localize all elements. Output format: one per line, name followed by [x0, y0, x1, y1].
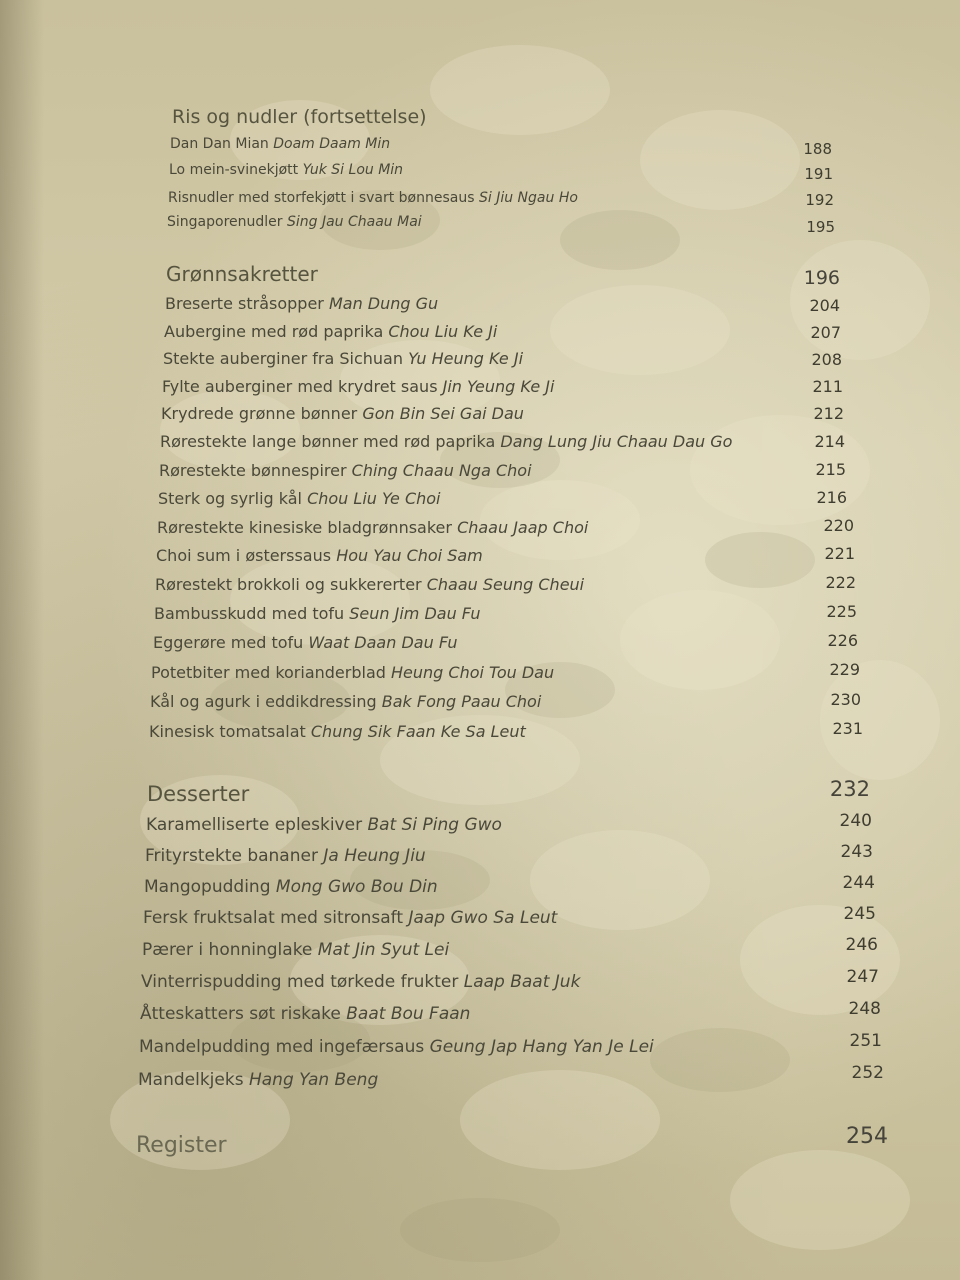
- entry-title: Sterk og syrlig kål: [158, 489, 302, 508]
- entry-cantonese-name: Chung Sik Faan Ke Sa Leut: [310, 722, 526, 741]
- toc-entry[interactable]: [159, 461, 532, 481]
- entry-page-number: 211: [812, 377, 843, 396]
- entry-title: Pærer i honninglake: [142, 940, 313, 960]
- toc-entry[interactable]: [153, 633, 458, 653]
- toc-entry[interactable]: [145, 846, 426, 866]
- entry-page-number: 245: [843, 904, 876, 924]
- entry-cantonese-name: Jaap Gwo Sa Leut: [408, 908, 558, 928]
- toc-entry[interactable]: [155, 575, 584, 595]
- entry-page-number: 230: [830, 690, 861, 709]
- entry-title: Lo mein-svinekjøtt: [169, 162, 299, 178]
- entry-page-number: 188: [803, 140, 832, 158]
- entry-title: Breserte stråsopper: [165, 294, 324, 313]
- entry-page-number: 212: [813, 404, 844, 423]
- entry-page-number: 225: [826, 602, 857, 621]
- entry-title: Mangopudding: [144, 877, 271, 897]
- entry-page-number: 207: [810, 323, 841, 342]
- toc-entry[interactable]: [142, 940, 449, 960]
- entry-title: Fylte auberginer med krydret saus: [162, 377, 438, 396]
- entry-title: Kål og agurk i eddikdressing: [150, 692, 377, 711]
- toc-entry[interactable]: [141, 972, 580, 992]
- entry-title: Rørestekt brokkoli og sukkererter: [155, 575, 422, 594]
- section-heading: Ris og nudler (fortsettelse): [172, 106, 427, 128]
- entry-title: Dan Dan Mian: [170, 136, 269, 152]
- entry-page-number: 231: [832, 719, 863, 738]
- toc-entry[interactable]: [162, 377, 554, 397]
- entry-title: Mandelpudding med ingefærsaus: [139, 1037, 425, 1057]
- toc-entry[interactable]: [146, 815, 502, 835]
- entry-cantonese-name: Jin Yeung Ke Ji: [442, 377, 555, 396]
- toc-entry[interactable]: [167, 212, 422, 232]
- entry-title: Choi sum i østerssaus: [156, 546, 332, 565]
- toc-entry[interactable]: [158, 489, 440, 509]
- entry-cantonese-name: Mong Gwo Bou Din: [275, 877, 438, 897]
- toc-entry[interactable]: [138, 1070, 378, 1090]
- entry-page-number: 240: [839, 811, 872, 831]
- entry-title: Krydrede grønne bønner: [161, 404, 358, 423]
- entry-cantonese-name: Si Jiu Ngau Ho: [478, 190, 578, 206]
- entry-cantonese-name: Baat Bou Faan: [346, 1004, 471, 1024]
- entry-cantonese-name: Sing Jau Chaau Mai: [286, 214, 422, 230]
- toc-entry[interactable]: [151, 663, 554, 683]
- toc-entry[interactable]: [169, 160, 403, 180]
- toc-entry[interactable]: [149, 722, 526, 742]
- toc-entry[interactable]: [163, 349, 523, 369]
- entry-page-number: 252: [851, 1063, 884, 1083]
- entry-title: Vinterrispudding med tørkede frukter: [141, 972, 459, 992]
- entry-page-number: 246: [845, 935, 878, 955]
- entry-title: Rørestekte lange bønner med rød paprika: [160, 432, 496, 451]
- toc-entry[interactable]: [140, 1004, 470, 1024]
- entry-title: Stekte auberginer fra Sichuan: [163, 349, 403, 368]
- entry-cantonese-name: Man Dung Gu: [328, 294, 439, 313]
- entry-cantonese-name: Bat Si Ping Gwo: [367, 815, 502, 835]
- entry-page-number: 220: [823, 516, 854, 535]
- entry-title: Singaporenudler: [167, 214, 283, 230]
- entry-cantonese-name: Hang Yan Beng: [248, 1070, 379, 1090]
- entry-cantonese-name: Heung Choi Tou Dau: [391, 663, 555, 682]
- toc-entry[interactable]: [156, 546, 483, 566]
- entry-cantonese-name: Chou Liu Ye Choi: [307, 489, 441, 508]
- entry-title: Potetbiter med korianderblad: [151, 663, 386, 682]
- entry-title: Karamelliserte epleskiver: [146, 815, 363, 835]
- entry-cantonese-name: Dang Lung Jiu Chaau Dau Go: [500, 432, 733, 451]
- entry-page-number: 226: [827, 631, 858, 650]
- entry-cantonese-name: Chaau Seung Cheui: [426, 575, 585, 594]
- entry-page-number: 251: [849, 1031, 882, 1051]
- entry-page-number: 244: [842, 873, 875, 893]
- entry-cantonese-name: Bak Fong Paau Choi: [381, 692, 542, 711]
- entry-title: Rørestekte kinesiske bladgrønnsaker: [157, 518, 452, 537]
- entry-cantonese-name: Mat Jin Syut Lei: [317, 940, 450, 960]
- toc-entry[interactable]: [144, 877, 438, 897]
- section-page-number: 232: [829, 777, 870, 801]
- entry-title: Åtteskatters søt riskake: [140, 1004, 341, 1024]
- toc-entry[interactable]: [154, 604, 481, 624]
- entry-cantonese-name: Waat Daan Dau Fu: [308, 633, 458, 652]
- entry-page-number: 214: [814, 432, 845, 451]
- entry-page-number: 208: [811, 350, 842, 369]
- toc-entry[interactable]: [157, 518, 588, 538]
- toc-entry[interactable]: [164, 322, 497, 342]
- entry-page-number: 195: [806, 218, 835, 236]
- entry-title: Kinesisk tomatsalat: [149, 722, 306, 741]
- toc-entry[interactable]: [161, 404, 524, 424]
- entry-cantonese-name: Chou Liu Ke Ji: [388, 322, 498, 341]
- entry-page-number: 229: [829, 660, 860, 679]
- entry-title: Bambusskudd med tofu: [154, 604, 345, 623]
- entry-cantonese-name: Doam Daam Min: [273, 136, 391, 152]
- entry-title: Fersk fruktsalat med sitronsaft: [143, 908, 404, 928]
- toc-entry[interactable]: [165, 294, 438, 314]
- section-heading[interactable]: Register: [136, 1133, 227, 1158]
- entry-cantonese-name: Laap Baat Juk: [463, 972, 581, 992]
- entry-title: Frityrstekte bananer: [145, 846, 318, 866]
- entry-page-number: 216: [816, 488, 847, 507]
- entry-page-number: 191: [804, 165, 833, 183]
- section-page-number: 254: [846, 1124, 888, 1149]
- entry-title: Rørestekte bønnespirer: [159, 461, 347, 480]
- toc-entry[interactable]: [143, 908, 557, 928]
- section-heading: Desserter: [147, 782, 250, 806]
- toc-entry[interactable]: [139, 1037, 654, 1057]
- entry-page-number: 215: [815, 460, 846, 479]
- toc-entry[interactable]: [160, 432, 732, 452]
- entry-cantonese-name: Ja Heung Jiu: [323, 846, 426, 866]
- toc-entry[interactable]: [150, 692, 541, 712]
- entry-page-number: 222: [825, 573, 856, 592]
- entry-title: Aubergine med rød paprika: [164, 322, 384, 341]
- entry-page-number: 192: [805, 191, 834, 209]
- entry-cantonese-name: Chaau Jaap Choi: [457, 518, 589, 537]
- entry-cantonese-name: Gon Bin Sei Gai Dau: [362, 404, 524, 423]
- entry-page-number: 221: [824, 544, 855, 563]
- entry-cantonese-name: Ching Chaau Nga Choi: [351, 461, 532, 480]
- toc-entry[interactable]: [170, 134, 390, 154]
- entry-page-number: 204: [809, 296, 840, 315]
- entry-cantonese-name: Geung Jap Hang Yan Je Lei: [429, 1037, 654, 1057]
- entry-title: Eggerøre med tofu: [153, 633, 304, 652]
- entry-cantonese-name: Yu Heung Ke Ji: [408, 349, 524, 368]
- entry-cantonese-name: Seun Jim Dau Fu: [349, 604, 481, 623]
- section-page-number: 196: [803, 267, 840, 289]
- entry-page-number: 243: [840, 842, 873, 862]
- section-heading: Grønnsakretter: [166, 262, 318, 286]
- toc-entry[interactable]: [168, 188, 578, 208]
- entry-cantonese-name: Yuk Si Lou Min: [302, 162, 404, 178]
- entry-page-number: 248: [848, 999, 881, 1019]
- entry-title: Risnudler med storfekjøtt i svart bønnesaus: [168, 190, 475, 206]
- entry-cantonese-name: Hou Yau Choi Sam: [336, 546, 483, 565]
- entry-page-number: 247: [846, 967, 879, 987]
- entry-title: Mandelkjeks: [138, 1070, 244, 1090]
